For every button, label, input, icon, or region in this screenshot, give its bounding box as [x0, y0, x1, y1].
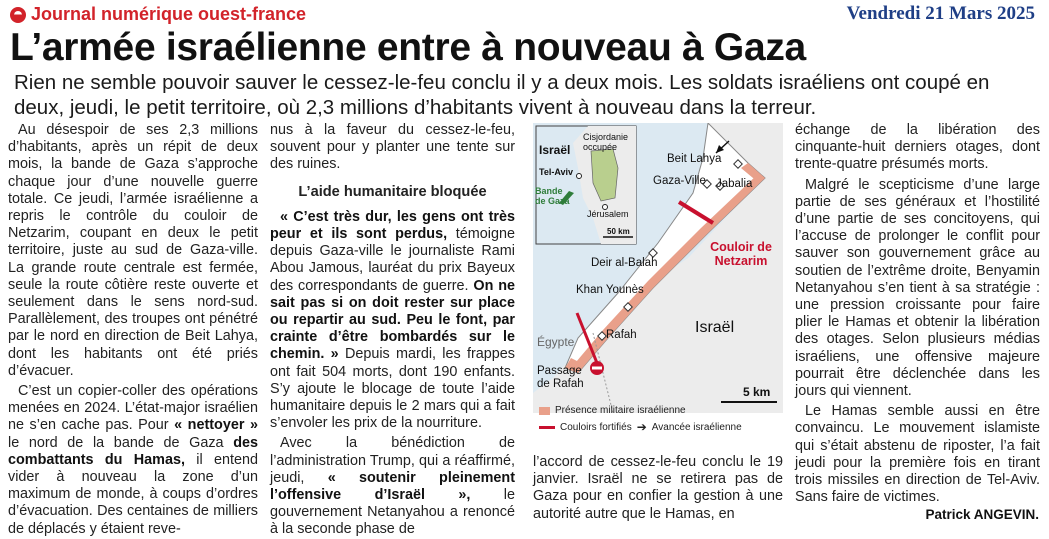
- inset-city-marker: [577, 174, 582, 179]
- inset-label-jerusalem: Jérusalem: [587, 209, 629, 219]
- inset-label-cisjordanie: Cisjordanie occupée: [583, 132, 629, 152]
- legend-label: Présence militaire israélienne: [555, 405, 686, 416]
- article-header: [0, 0, 1049, 120]
- paragraph: Au désespoir de ses 2,3 millions d’habitants, après un répit de deux mois, la bande de Gaza s’approche chaque jour d’une nouvelle guerre totale. Ce jeudi, l’armée israélienne a repris le contrôle du couloir de Netzarim, coupant en deux le petit territoire, juste au sud de Gaza-ville. La grande route centrale est fermée, seule la route côtière reste ouverte et seulement dans le sens nord-sud. Parallèlement, des troupes ont pénétré par le nord en direction de Beit Lahya, dont les habitants ont été priés d’évacuer.: [8, 122, 258, 379]
- paragraph: l’accord de cessez-le-feu conclu le 19 janvier. Israël ne se retirera pas de Gaza pour en confier la gestion à une autorité autre que le Hamas, en: [533, 454, 783, 522]
- publication-name: [10, 4, 306, 25]
- standfirst: Rien ne semble pouvoir sauver le cessez-le-feu conclu il y a deux mois. Les soldats israéliens ont coupé en deux, jeudi, le petit territoire, où 2,3 millions d’habitants vivent à nouveau dans la terreur.: [14, 71, 990, 119]
- paragraph: [270, 209, 515, 433]
- text-run: le nord de la bande de Gaza: [8, 434, 234, 451]
- article-column-3: [533, 454, 783, 523]
- article-column-4: [795, 122, 1040, 506]
- label-jabalia: Jabalia: [716, 178, 753, 190]
- legend-item-couloirs: [539, 420, 742, 434]
- label-israel: Israël: [695, 319, 735, 336]
- article-column-1: [8, 122, 258, 538]
- author-byline: Patrick ANGEVIN.: [925, 507, 1039, 522]
- text-run: témoigne depuis Gaza-ville le journaliste Rami Abou Jamous, lauréat du prix Bayeux des correspondants de guerre.: [270, 226, 516, 294]
- inset-label-tel-aviv: Tel-Aviv: [539, 167, 574, 177]
- paragraph: échange de la libération des cinquante-huit derniers otages, dont trente-quatre présumés morts.: [795, 122, 1040, 173]
- ouest-france-logo-icon: [10, 7, 26, 23]
- bold-quote: « nettoyer »: [174, 417, 258, 434]
- text-run: le gouvernement Netanyahou a renoncé à la seconde phase de: [270, 487, 515, 538]
- publication-label: Journal numérique ouest-france: [31, 4, 307, 24]
- paragraph: [270, 435, 515, 538]
- paragraph: Malgré le scepticisme d’une large partie de ses généraux et l’hostilité d’une partie de ses concitoyens, qui l’accuse de prolonger le conflit pour sauver son gouvernement grâce au soutien de l’extrême droite, Benyamin Netanyahou s’en tient à sa stratégie : une pression croissante pour faire plier le Hamas et obtenir la libération des otages. Selon plusieurs médias israéliens, une offensive majeure pourrait être déclenchée dans les jours qui viennent.: [795, 176, 1040, 400]
- bold-quote: « soutenir pleinement l’offensive d’Israël »,: [270, 469, 515, 504]
- arrow-right-icon: ➔: [636, 420, 647, 434]
- label-khan-younes: Khan Younès: [576, 284, 644, 296]
- text-run: il entend vider à nouveau la zone d’un maximum de monde, à coups d’ordres d’évacuation. Des centaines de milliers de déplacés y étaient reve-: [8, 451, 258, 537]
- text-run: C’est un copier-coller des opérations menées en 2024. L’état-major israélien ne s’en cache pas. Pour: [8, 383, 258, 434]
- map-scale-label: 5 km: [743, 385, 771, 399]
- inset-label-bande: Bande de Gaza: [535, 186, 570, 206]
- text-run: Depuis mardi, les frappes ont fait 504 morts, dont 190 enfants. S’y ajoute le blocage de toute l’aide humanitaire depuis le 2 mars qui a fait s’envoler les prix de la nourriture.: [270, 346, 515, 432]
- paragraph: Le Hamas semble aussi en être convaincu. Le mouvement islamiste qui s’était abstenu de riposter, l’a fait jeudi pour la première fois en tirant trois missiles en direction de Tel-Aviv. Sans faire de victimes.: [795, 403, 1040, 506]
- label-deir-al-balah: Deir al-Balah: [591, 257, 658, 269]
- legend-label: Avancée israélienne: [651, 421, 742, 433]
- legend-item-presence: [539, 405, 686, 416]
- gaza-map: [533, 123, 783, 413]
- paragraph: nus à la faveur du cessez-le-feu, souvent pour y planter une tente sur des ruines.: [270, 122, 515, 173]
- subheading: L’aide humanitaire bloquée: [298, 183, 487, 200]
- bold-quote: des combattants du Hamas,: [8, 434, 258, 468]
- map-legend: [533, 404, 783, 442]
- legend-label: Couloirs fortifiés: [560, 421, 632, 433]
- bold-quote: « C’est très dur, les gens ont très peur et ils sont perdus,: [270, 208, 515, 243]
- label-gaza-ville: Gaza-Ville: [653, 175, 706, 187]
- publication-date: Vendredi 21 Mars 2025: [846, 3, 1035, 24]
- article-column-2: [270, 122, 515, 539]
- bold-quote: On ne sait pas si on doit rester sur place ou repartir au sud. Peu le font, par crainte d’être bombardés sur le chemin. »: [270, 277, 515, 363]
- legend-swatch-zone: [539, 407, 550, 415]
- paragraph: [8, 383, 258, 538]
- label-rafah: Rafah: [606, 329, 637, 341]
- label-beit-lahya: Beit Lahya: [667, 153, 722, 165]
- inset-label-israel: Israël: [539, 143, 571, 157]
- legend-swatch-corridor: [539, 426, 555, 429]
- label-passage-rafah: Passage de Rafah: [537, 365, 584, 390]
- label-couloir-netzarim: Couloir de Netzarim: [710, 240, 772, 268]
- headline: L’armée israélienne entre à nouveau à Gaza: [10, 26, 806, 69]
- text-run: Avec la bénédiction de l’administration Trump, qui a réaffirmé, jeudi,: [270, 435, 515, 486]
- label-egypte: Égypte: [537, 335, 575, 349]
- inset-scale-label: 50 km: [607, 227, 630, 236]
